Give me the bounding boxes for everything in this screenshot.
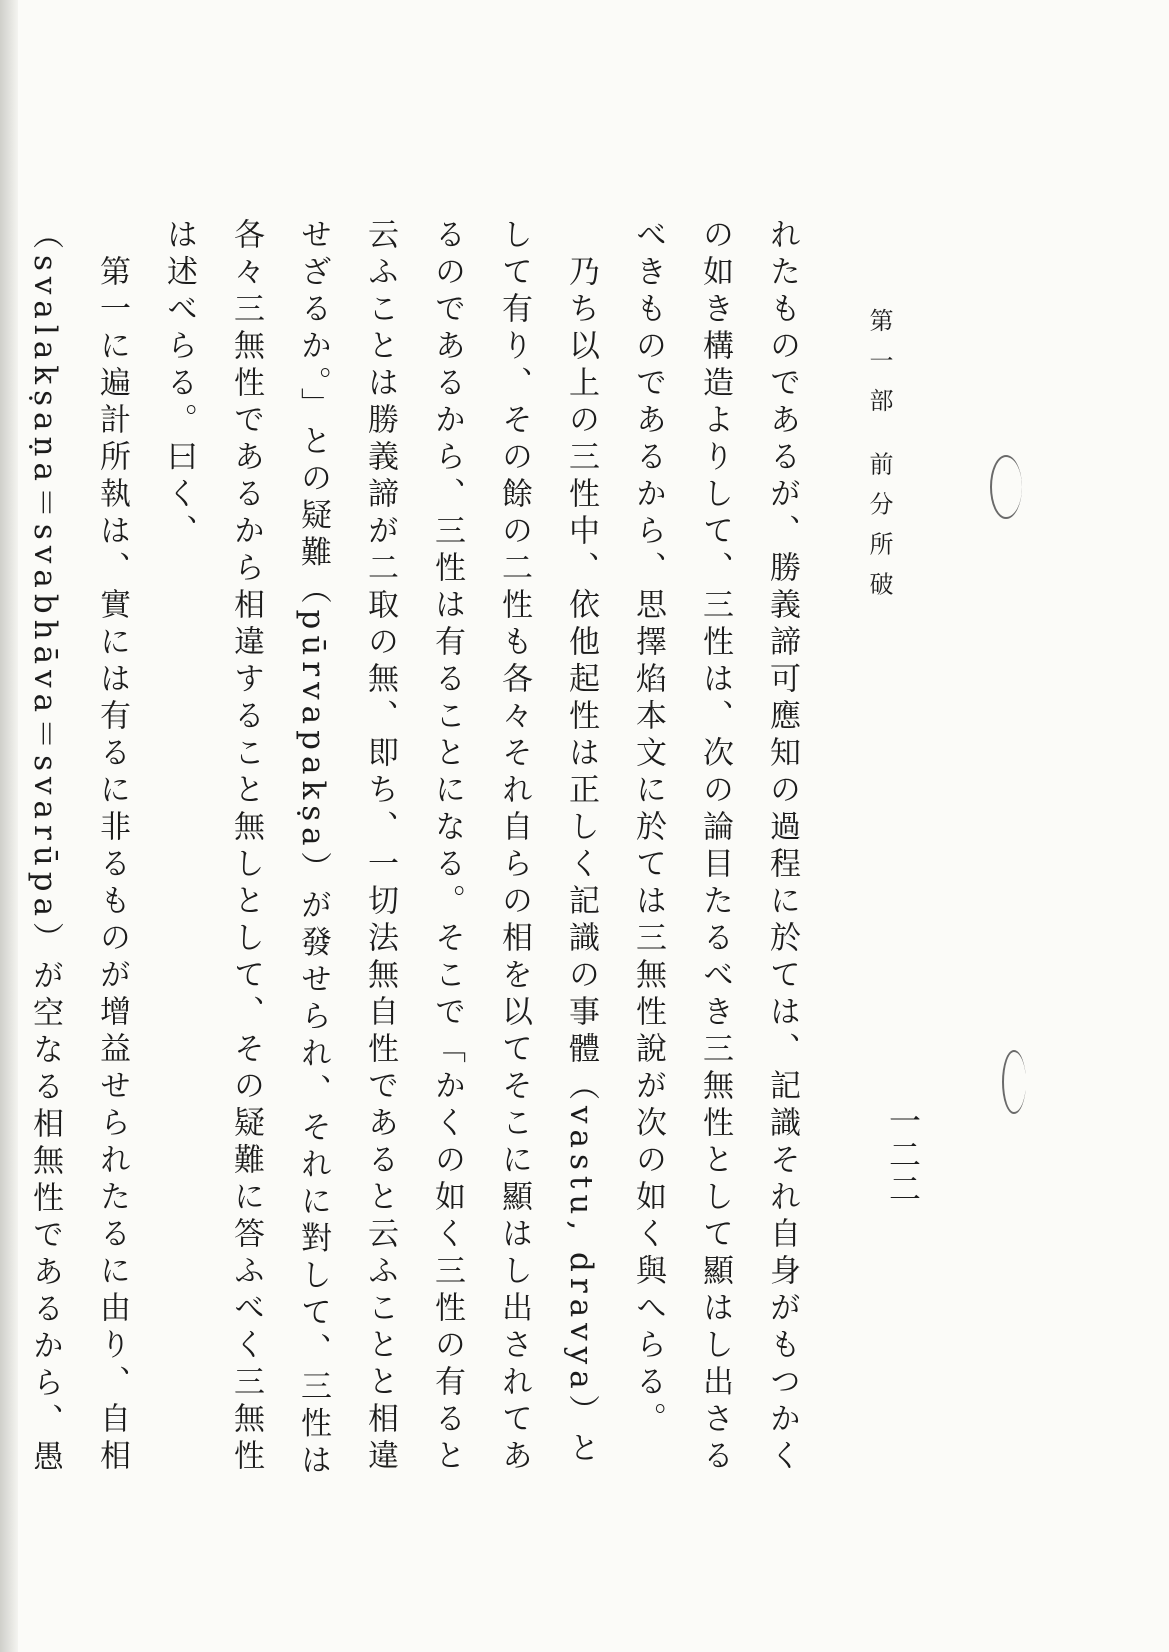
- page-number: 一二二: [884, 1104, 922, 1206]
- margin-mark: [990, 455, 1022, 519]
- running-head: 第一部 前分所破: [865, 308, 893, 612]
- margin-mark: [1002, 1050, 1026, 1114]
- body-text: れたものであるが、勝義諦可應知の過程に於ては、記識それ自身がもつかくの如き構造よりして、三性は、次の論目たるべき三無性として顯はし出さるべきものであるから、思擇焰本文に於ては三無性說が次の如く與へらる。 乃ち以上の三性中、依他起性は正しく記識の事體（vastu, dravya）として有り、その餘の二性も各々それ自らの相を以てそこに顯はし出されてあるのであるから、三性は有ることになる。そこで「かくの如く三性の有ると云ふことは勝義諦が二取の無、即ち、一切法無自性であると云ふことと相違せざるか。」との疑難（pūrvapakṣa）が發せられ、それに對して、三性は各々三無性であるから相違すること無しとして、その疑難に答ふべく三無性は述べらる。曰く、 第一に遍計所執は、實には有るに非るものが增益せられたるに由り、自相（svalakṣaṇa＝svabhāva＝svarūpa）が空なる相無性であるから、愚: [27, 218, 800, 1481]
